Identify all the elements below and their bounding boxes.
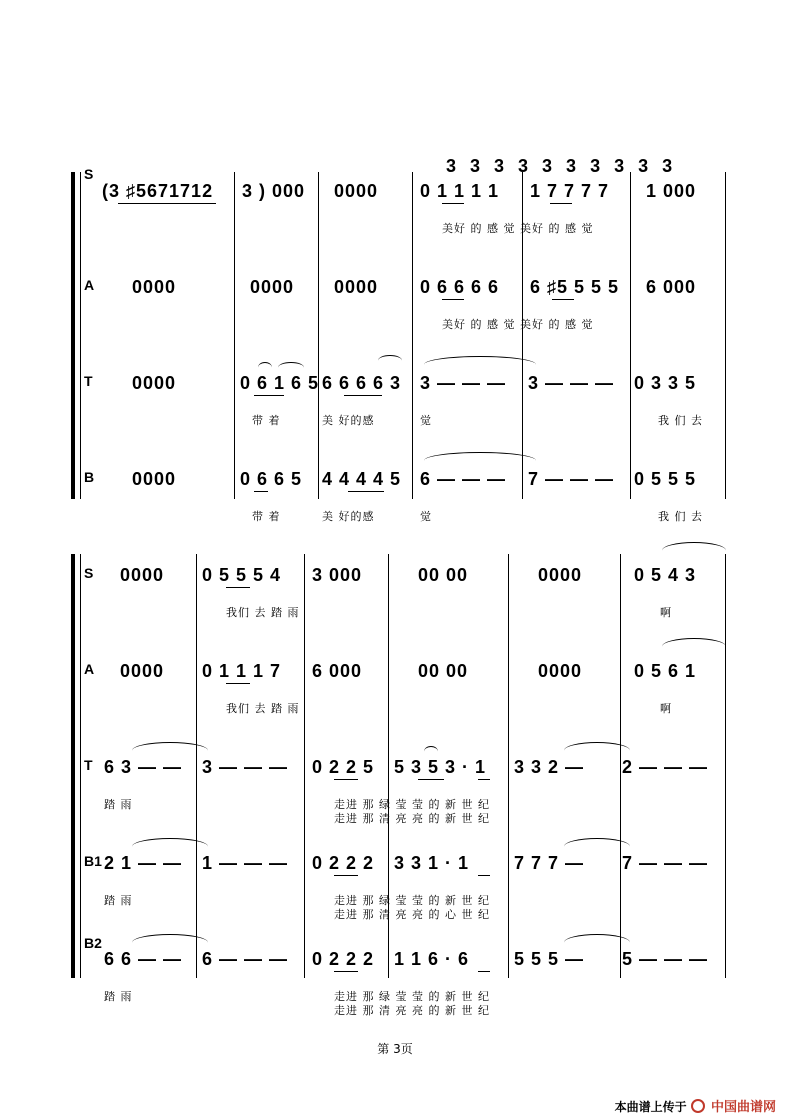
lyric-line: 踏 雨 bbox=[104, 990, 133, 1003]
measure: 0000 bbox=[120, 565, 165, 585]
measure: 7 7 7 — bbox=[514, 853, 585, 873]
measure: 6 000 bbox=[646, 277, 697, 297]
beam-underline bbox=[334, 779, 358, 780]
part-label: T bbox=[84, 757, 93, 773]
beam-underline bbox=[226, 683, 250, 684]
measure: 0000 bbox=[334, 277, 379, 297]
barline bbox=[196, 554, 197, 978]
tie-slur bbox=[424, 746, 438, 757]
measure: 0 5 4 3 bbox=[634, 565, 697, 585]
measure: 0 6 6 5 bbox=[240, 469, 303, 489]
measure: 5 — — — bbox=[622, 949, 709, 969]
lyric-line: 我们 去 踏 雨 bbox=[226, 606, 300, 619]
lyric-line: 我 们 去 bbox=[658, 414, 703, 427]
beam-underline bbox=[478, 971, 490, 972]
lyric-line: 觉 bbox=[420, 510, 432, 523]
measure: 6 6 6 6 3 bbox=[322, 373, 402, 393]
beam-underline bbox=[418, 779, 444, 780]
measure: 0000 bbox=[132, 469, 177, 489]
part-label: A bbox=[84, 277, 95, 293]
site-logo-icon bbox=[691, 1099, 705, 1113]
measure: 6 — — — bbox=[202, 949, 289, 969]
measure: 6 3 — — bbox=[104, 757, 183, 777]
lyric-line: 带 着 bbox=[252, 414, 281, 427]
tie-slur bbox=[662, 638, 726, 655]
measure: 00 00 bbox=[418, 565, 469, 585]
beam-underline bbox=[334, 875, 358, 876]
lyric-line: 我 们 去 bbox=[658, 510, 703, 523]
measure: 0000 bbox=[132, 373, 177, 393]
measure: 7 — — — bbox=[528, 469, 615, 489]
part-label: A bbox=[84, 661, 95, 677]
measure: 5 3 5 3 · 1 bbox=[394, 757, 487, 777]
measure: 1 — — — bbox=[202, 853, 289, 873]
measure: 1 000 bbox=[646, 181, 697, 201]
measure: 3 — — — bbox=[202, 757, 289, 777]
measure: 7 — — — bbox=[622, 853, 709, 873]
tie-slur bbox=[662, 542, 726, 559]
upper-voice-notes: 3 3 3 3 3 3 3 3 3 3 bbox=[446, 156, 673, 176]
measure: 4 4 4 4 5 bbox=[322, 469, 402, 489]
measure: 6 ♯5 5 5 5 bbox=[530, 277, 620, 297]
measure: 0 6 6 6 6 bbox=[420, 277, 500, 297]
measure: 0 1 1 1 1 bbox=[420, 181, 500, 201]
measure: 6 — — — bbox=[420, 469, 507, 489]
barline bbox=[725, 554, 726, 978]
measure: 1 1 6 · 6 bbox=[394, 949, 470, 969]
lyric-line: 走进 那 清 亮 亮 的 新 世 纪 bbox=[334, 1004, 490, 1017]
measure: 0000 bbox=[334, 181, 379, 201]
lyric-line: 美好 的 感 觉 美好 的 感 觉 bbox=[442, 222, 594, 235]
lyric-line: 啊 bbox=[660, 606, 672, 619]
measure: 0 1 1 1 7 bbox=[202, 661, 282, 681]
lyric-line: 啊 bbox=[660, 702, 672, 715]
lyric-line: 走进 那 绿 莹 莹 的 新 世 纪 bbox=[334, 798, 490, 811]
page-number: 第 3页 bbox=[377, 1042, 413, 1056]
measure: 0 6 1 6 5 bbox=[240, 373, 320, 393]
measure: 0 2 2 2 bbox=[312, 853, 375, 873]
barline bbox=[304, 554, 305, 978]
footer-text: 本曲谱上传于 bbox=[614, 1100, 687, 1114]
beam-underline bbox=[478, 875, 490, 876]
lyric-line: 踏 雨 bbox=[104, 798, 133, 811]
measure: 2 1 — — bbox=[104, 853, 183, 873]
measure: 0000 bbox=[250, 277, 295, 297]
measure: 00 00 bbox=[418, 661, 469, 681]
lyric-line: 我们 去 踏 雨 bbox=[226, 702, 300, 715]
barline bbox=[508, 554, 509, 978]
footer-watermark bbox=[615, 1096, 776, 1115]
lyric-line: 带 着 bbox=[252, 510, 281, 523]
measure: 6 000 bbox=[312, 661, 363, 681]
barline bbox=[620, 554, 621, 978]
beam-underline bbox=[478, 779, 490, 780]
measure: 2 — — — bbox=[622, 757, 709, 777]
part-label: B bbox=[84, 469, 95, 485]
system-brace bbox=[71, 554, 75, 978]
measure: 5 5 5 — bbox=[514, 949, 585, 969]
measure: 3 ) 000 bbox=[242, 181, 306, 201]
beam-underline bbox=[226, 587, 250, 588]
measure: 0000 bbox=[120, 661, 165, 681]
measure: 3 000 bbox=[312, 565, 363, 585]
measure: 0 3 3 5 bbox=[634, 373, 697, 393]
lyric-line: 走进 那 清 亮 亮 的 心 世 纪 bbox=[334, 908, 490, 921]
measure: 3 3 1 · 1 bbox=[394, 853, 470, 873]
part-label: S bbox=[84, 565, 94, 581]
lyric-line: 走进 那 绿 莹 莹 的 新 世 纪 bbox=[334, 894, 490, 907]
measure: 0 5 5 5 4 bbox=[202, 565, 282, 585]
lyric-line: 美好 的 感 觉 美好 的 感 觉 bbox=[442, 318, 594, 331]
system-line bbox=[80, 554, 81, 978]
measure: 3 — — — bbox=[528, 373, 615, 393]
measure: 0 2 2 2 bbox=[312, 949, 375, 969]
lyric-line: 美 好的感 bbox=[322, 414, 375, 427]
measure: 3 — — — bbox=[420, 373, 507, 393]
lyric-line: 踏 雨 bbox=[104, 894, 133, 907]
measure: 0000 bbox=[132, 277, 177, 297]
lyric-line: 走进 那 绿 莹 莹 的 新 世 纪 bbox=[334, 990, 490, 1003]
part-label: B1 bbox=[84, 853, 102, 869]
measure: 3 3 2 — bbox=[514, 757, 585, 777]
measure: 0 2 2 5 bbox=[312, 757, 375, 777]
measure: 6 6 — — bbox=[104, 949, 183, 969]
beam-underline bbox=[334, 971, 358, 972]
lyric-line: 觉 bbox=[420, 414, 432, 427]
measure: (3 ♯5671712 bbox=[102, 181, 214, 201]
site-logo-text[interactable]: 中国曲谱网 bbox=[710, 1100, 776, 1115]
lyric-line: 美 好的感 bbox=[322, 510, 375, 523]
lyric-line: 走进 那 清 亮 亮 的 新 世 纪 bbox=[334, 812, 490, 825]
measure: 0 5 5 5 bbox=[634, 469, 697, 489]
part-label: B2 bbox=[84, 935, 102, 951]
part-label: T bbox=[84, 373, 93, 389]
measure: 1 7 7 7 7 bbox=[530, 181, 610, 201]
measure: 0000 bbox=[538, 661, 583, 681]
part-label: S bbox=[84, 166, 94, 182]
measure: 0 5 6 1 bbox=[634, 661, 697, 681]
measure: 0000 bbox=[538, 565, 583, 585]
